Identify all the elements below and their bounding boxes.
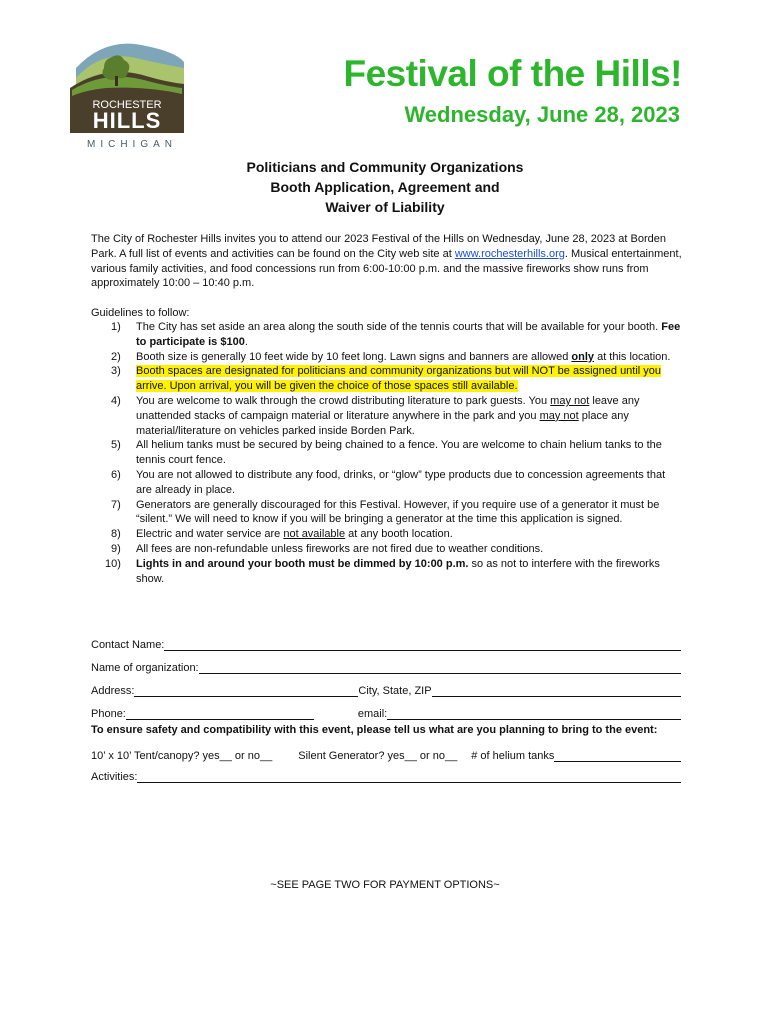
logo-line1: ROCHESTER [92,99,162,111]
equipment-row [91,746,681,762]
guidelines-list [91,320,683,586]
safety-heading: To ensure safety and compatibility with this event, please tell us what are you planning to bring to the event: [91,724,658,736]
logo-line3: MICHIGAN [87,139,177,150]
organization-label: Name of organization: [91,662,199,674]
list-item: 7) Generators are generally discouraged for this Festival. However, if you require use of a generator it must be “silent.” We will need to know if you will be bringing a generator at the time this application is signed. [111,498,660,526]
intro-text-2: . Musical entertainment, various family activities, and food concessions run from 6:00-10:00 p.m. and the massive fireworks show runs from approximately 10:00 – 10:40 p.m. [91,247,682,290]
document-heading [140,157,630,217]
logo-graphic [66,38,190,150]
city-state-zip-label: City, State, ZIP [358,685,432,697]
website-link[interactable]: www.rochesterhills.org [454,247,565,260]
list-item: 8) Electric and water service are not available at any booth location. [111,528,453,541]
contact-name-label: Contact Name: [91,639,165,651]
payment-options-note: ~SEE PAGE TWO FOR PAYMENT OPTIONS~ [270,879,500,891]
logo-line2: HILLS [92,108,162,133]
intro-paragraph [91,232,683,291]
guidelines-heading: Guidelines to follow: [91,307,190,319]
helium-tanks-field[interactable] [554,749,681,762]
heading-line2: Booth Application, Agreement and [270,179,500,195]
email-label: email: [357,708,388,720]
address-row [91,674,681,697]
phone-label: Phone: [91,708,126,720]
activities-row [91,767,681,783]
list-item: 10) Lights in and around your booth must be dimmed by 10:00 p.m. so as not to interfere with the fireworks show. [105,557,660,585]
helium-tanks-label: # of helium tanks [471,750,555,762]
contact-name-row [91,628,681,651]
heading-line1: Politicians and Community Organizations [246,159,524,175]
organization-field[interactable] [199,661,681,674]
highlighted-text: Booth spaces are designated for politicians and community organizations but will NOT be assigned until you arrive. Upon arrival, you will be given the choice of those spaces still available. [136,365,662,393]
list-item: 2) Booth size is generally 10 feet wide by 10 feet long. Lawn signs and banners are allowed only at this location. [111,350,671,363]
list-item: 5) All helium tanks must be secured by being chained to a fence. You are welcome to chain helium tanks to the tennis court fence. [111,439,662,467]
phone-field[interactable] [126,707,314,720]
list-item: 1) The City has set aside an area along the south side of the tennis courts that will be available for your booth. Fee to participate is $100. [111,321,681,348]
rochester-hills-logo [66,38,190,150]
activities-label: Activities: [91,771,138,783]
contact-name-field[interactable] [164,638,681,651]
address-label: Address: [91,685,135,697]
page-title: Festival of the Hills! [343,53,682,94]
list-item: 6) You are not allowed to distribute any food, drinks, or “glow” type products due to concession agreements that are already in place. [111,468,666,496]
list-item: 3) Booth spaces are designated for politicians and community organizations but will NOT be assigned until you arrive. Upon arrival, you will be given the choice of those spaces still available. [111,365,662,393]
list-item: 4) You are welcome to walk through the crowd distributing literature to park guests. You may not leave any unattended stacks of campaign material or literature anywhere in the park and you may not place any material/literature on vehicles parked inside Borden Park. [111,394,640,437]
generator-question: Silent Generator? yes__ or no__ [298,750,458,762]
address-field[interactable] [134,684,358,697]
phone-email-row [91,697,681,720]
heading-line3: Waiver of Liability [325,199,445,215]
activities-field[interactable] [137,770,681,783]
city-state-zip-field[interactable] [432,684,681,697]
organization-row [91,651,681,674]
event-date: Wednesday, June 28, 2023 [404,102,680,127]
email-field[interactable] [387,707,681,720]
intro-text-1: The City of Rochester Hills invites you to attend our 2023 Festival of the Hills on Wednesday, June 28, 2023 at Borden Park. A full list of events and activities can be found on the City web site at [91,233,666,260]
contact-form [91,628,681,720]
list-item: 9) All fees are non-refundable unless fireworks are not fired due to weather conditions. [111,542,544,555]
tent-question: 10’ x 10’ Tent/canopy? yes__ or no__ [91,750,273,762]
